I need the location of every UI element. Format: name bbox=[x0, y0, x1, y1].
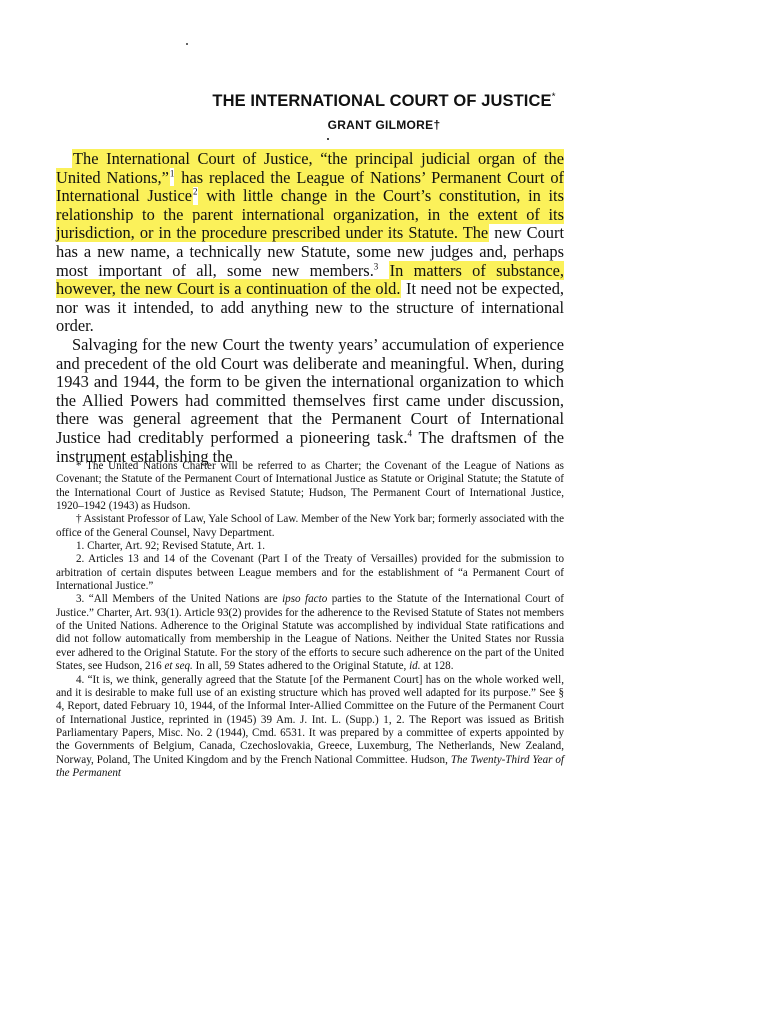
highlighted-text: In matters of substance, however, the new Court is a continuation of the old. bbox=[56, 260, 564, 299]
footnote-2: 2. Articles 13 and 14 of the Covenant (Part I of the Treaty of Versailles) provided for the submission to arbitration of certain disputes between League members and for the establishment of “a Permanent Court of International Justice.” bbox=[56, 553, 564, 593]
footnote-ref: 1 bbox=[169, 168, 175, 179]
footnote-ref: 4 bbox=[407, 428, 412, 439]
paragraph-text: Salvaging for the new Court the twenty years’ accumulation of experience and precedent of the old Court was deliberate and meaningful. When, during 1943 and 1944, the form to be given the international organization to which the Allied Powers had committed themselves first came under discussion, there was general agreement that the Permanent Court of International Justice had creditably performed a pioneering task. bbox=[56, 334, 564, 447]
footnote-ref: 3 bbox=[373, 261, 379, 272]
title-footnote-marker: * bbox=[551, 91, 556, 103]
footnotes bbox=[56, 460, 564, 780]
footnote-dagger: † Assistant Professor of Law, Yale School of Law. Member of the New York bar; formerly associated with the office of the General Counsel, Navy Department. bbox=[56, 513, 564, 539]
article-title: THE INTERNATIONAL COURT OF JUSTICE* bbox=[212, 91, 556, 110]
paragraph-text: The draftsmen of the instrument establishing the bbox=[56, 427, 564, 466]
paragraph-2 bbox=[56, 336, 564, 466]
paragraph-text: It need not be expected, nor was it intended, to add anything new to the structure of international order. bbox=[56, 279, 564, 336]
highlighted-text: with little change in the Court’s constitution, in its relationship to the parent international organization, in the extent of its jurisdiction, or in the procedure prescribed under its Statute. The bbox=[56, 186, 564, 243]
author-name: GRANT GILMORE† bbox=[327, 118, 441, 132]
highlighted-text: The International Court of Justice, “the principal judicial organ of the United Nations,” bbox=[56, 149, 564, 187]
footnote-3: 3. “All Members of the United Nations are ipso facto parties to the Statute of the International Court of Justice.” Charter, Art. 93(1). Article 93(2) provides for the adherence to the Revised Statute of States not members of the United Nations. Adherence to the Original Statute was accomplished by individual State ratifications and did not follow automatically from membership in the League of Nations. Neither the United States nor Russia ever adhered to the Original Statute. For the story of the efforts to secure such adherence on the part of the United States, see Hudson, 216 et seq. In all, 59 States adhered to the Original Statute, id. at 128. bbox=[56, 593, 564, 673]
footnote-4: 4. “It is, we think, generally agreed that the Statute [of the Permanent Court] has on the whole worked well, and it is desirable to make full use of an existing structure which has proved well adapted for its purpose.” See § 4, Report, dated February 10, 1944, of the Informal Inter-Allied Committee on the Future of the Permanent Court of International Justice, reprinted in (1945) 39 Am. J. Int. L. (Supp.) 1, 2. The Report was issued as British Parliamentary Papers, Misc. No. 2 (1944), Cmd. 6531. It was prepared by a committee of experts appointed by the Governments of Belgium, Canada, Czechoslovakia, Greece, Luxemburg, The Netherlands, New Zealand, Norway, Poland, The United Kingdom and by the French National Committee. Hudson, The Twenty-Third Year of the Permanent bbox=[56, 673, 564, 779]
highlighted-text: has replaced the League of Nations’ Permanent Court of International Justice bbox=[56, 167, 564, 206]
paragraph-text: new Court has a new name, a technically new Statute, some new judges and, perhaps most important of all, some new members. bbox=[56, 223, 564, 280]
footnote-ref: 2 bbox=[193, 186, 198, 197]
body-text bbox=[56, 150, 564, 466]
footnote-star: * The United Nations Charter will be referred to as Charter; the Covenant of the League of Nations as Covenant; the Statute of the Permanent Court of International Justice as Statute or Original Statute; the Statute of the International Court of Justice as Revised Statute; Hudson, The Permanent Court of International Justice, 1920–1942 (1943) as Hudson. bbox=[56, 460, 564, 513]
scan-speck bbox=[186, 43, 188, 45]
paragraph-1 bbox=[56, 150, 564, 336]
scan-speck bbox=[327, 138, 329, 140]
footnote-1: 1. Charter, Art. 92; Revised Statute, Art. 1. bbox=[76, 540, 266, 553]
